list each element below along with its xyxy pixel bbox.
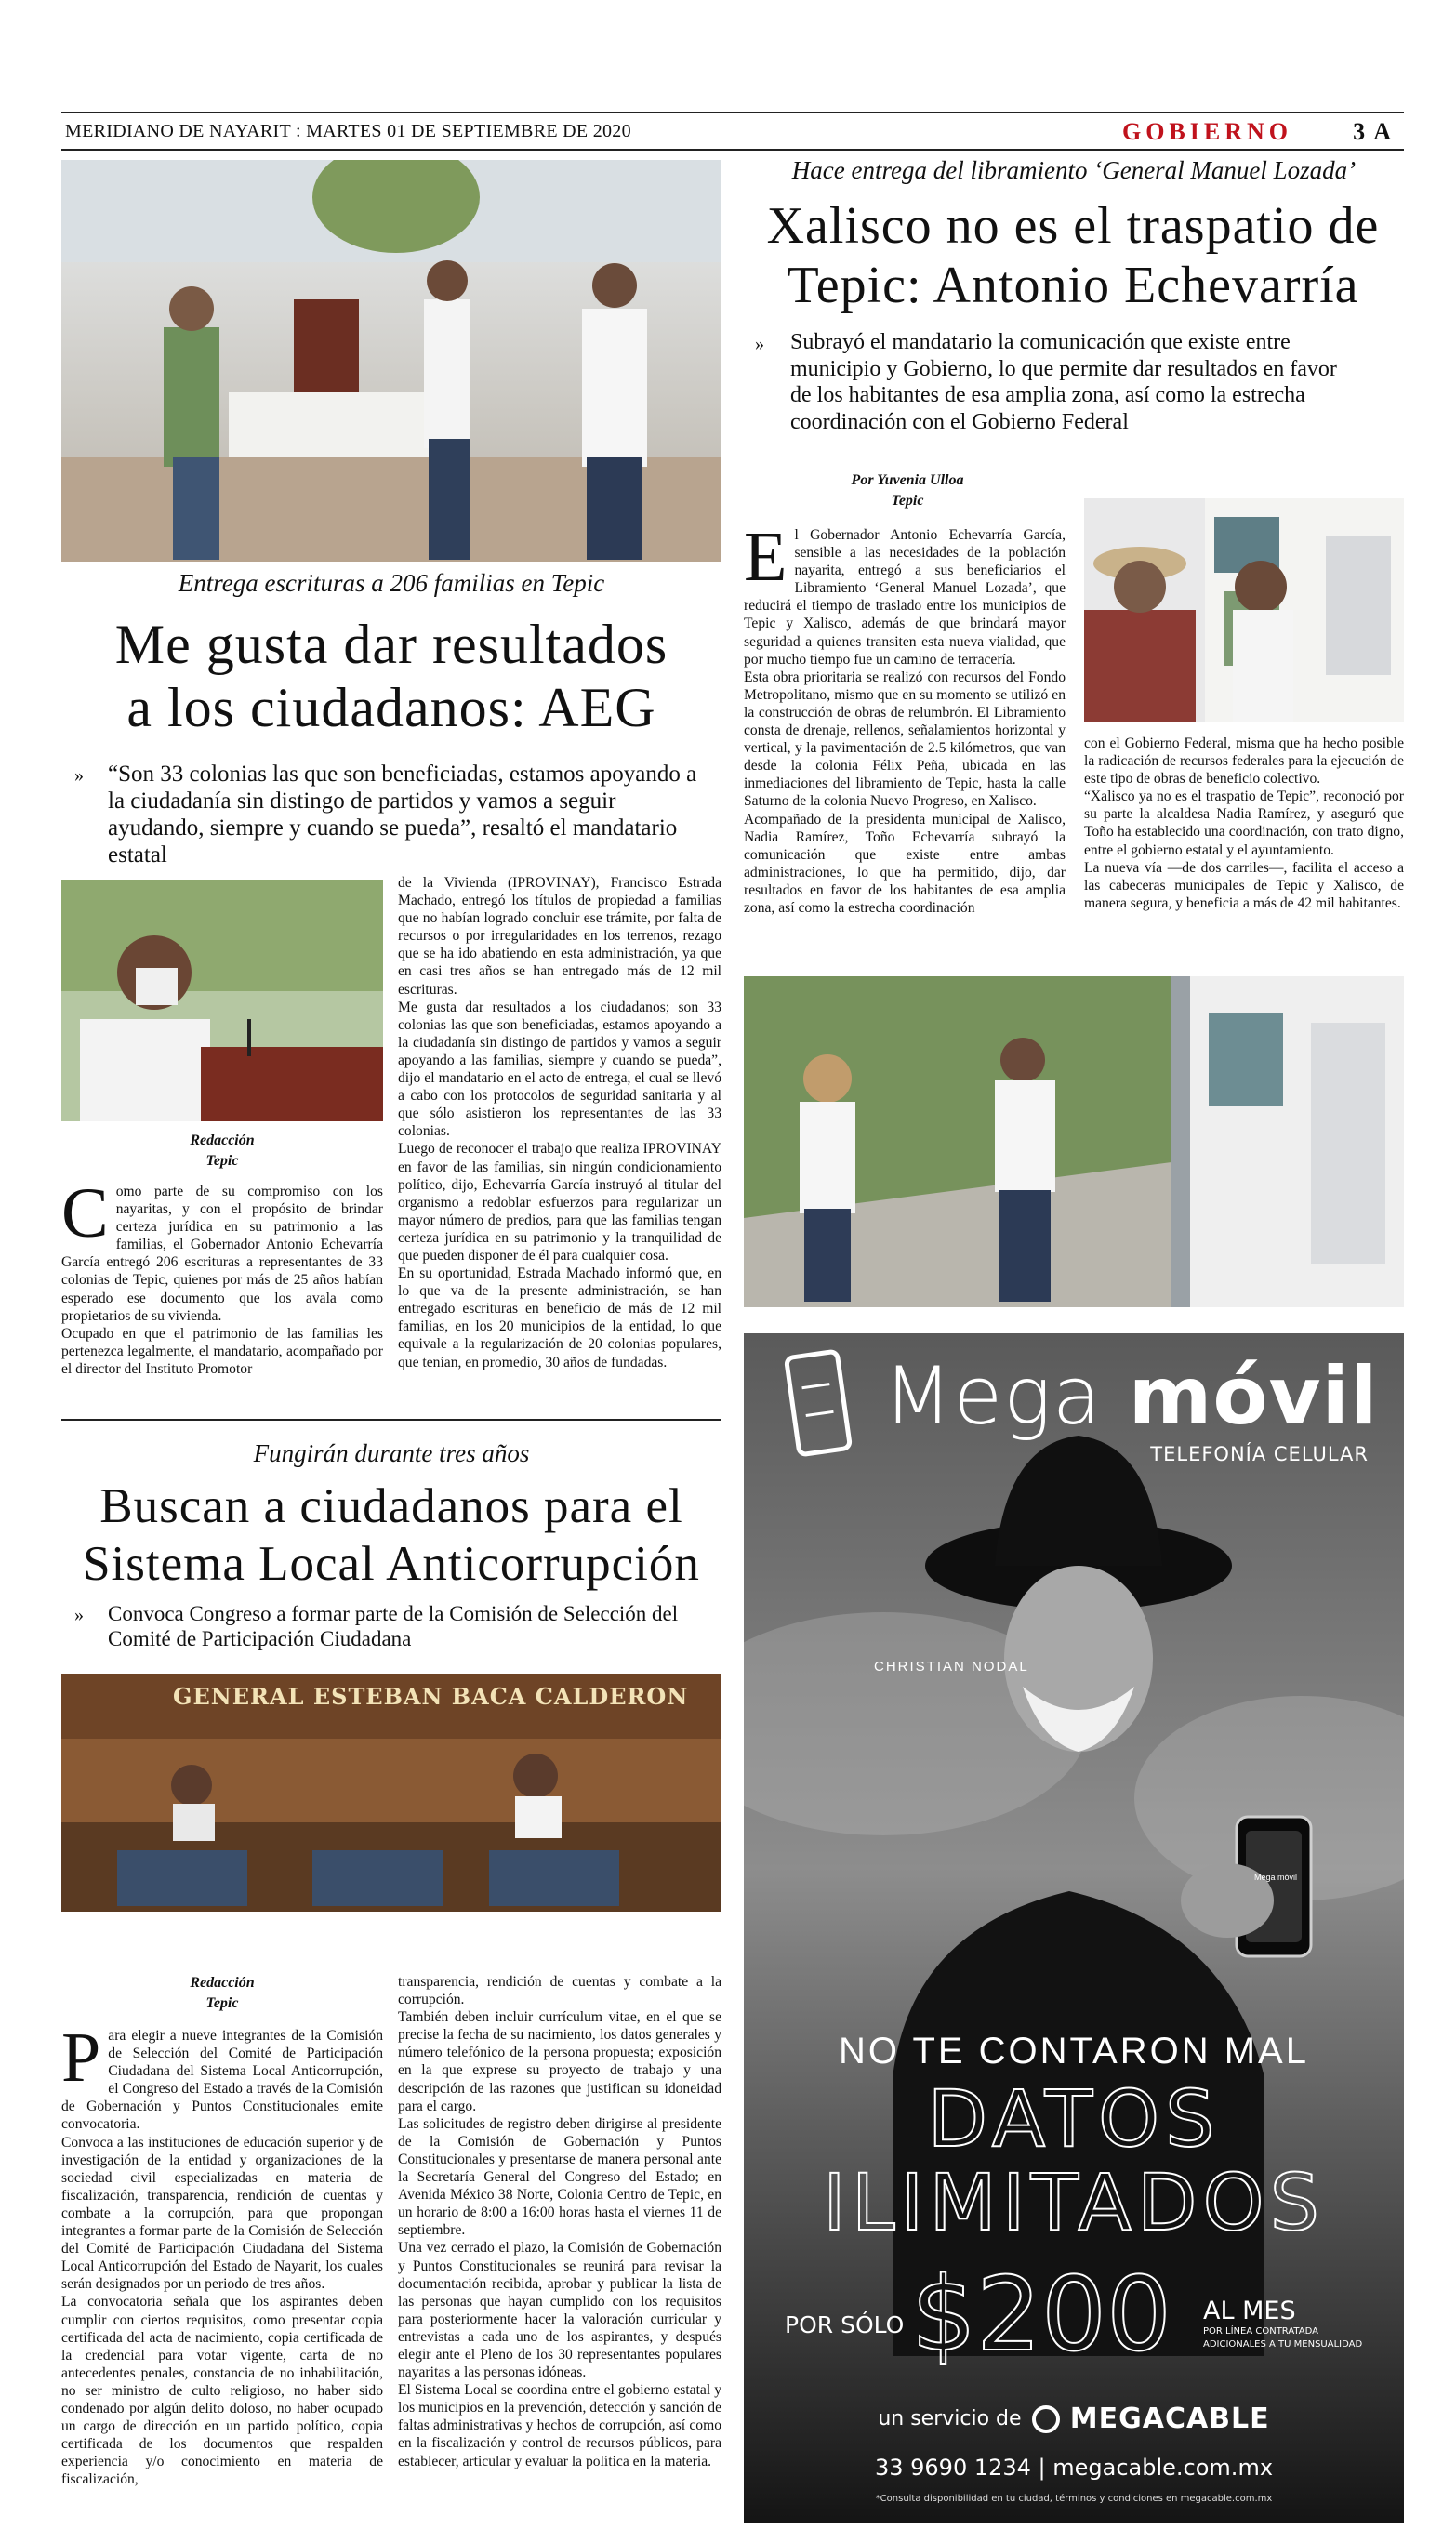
story1-kicker: Hace entrega del libramiento ‘General Manuel Lozada’ bbox=[791, 156, 1357, 184]
story2-byline-city: Tepic bbox=[205, 1153, 239, 1169]
story3-col1-text: ara elegir a nueve integrantes de la Comisión de Selección del Comité de Participación Ciudadana del Sistema Local Anticorrupción, el Congreso del Estado a través de la Comisión de Gobernación y Puntos Constitucionales emite convocatoria. Convoca a las instituciones de educación superior y de investigación de la entidad y organizaciones de la sociedad civil especializadas en materia de fiscalización, transparencia, rendición de cuentas y combate a la corrupción, para que propongan integrantes a formar parte de la Comisión de Selección del Comité de Participación Ciudadana del Sistema Local Anticorrupción del Estado de Nayarit, los cuales serán designados por un periodo de tres años. La convocatoria señala que los aspirantes deben cumplir con ciertos requisitos, como presentar copia certificada del acta de nacimiento, copia certificada de la credencial para votar vigente, carta de no antecedentes penales, constancia de no inhabilitación, no ser ministro de culto religioso, no haber sido condenado por algún delito doloso, no haber ocupado un cargo de dirección en un partido político, copia certificada de los documentos que respalden experiencia y/o conocimiento en materia de fiscalización, bbox=[61, 2028, 383, 2488]
story2-byline bbox=[61, 1131, 383, 1172]
story2-column-2 bbox=[398, 874, 721, 1371]
ad-per-month: AL MES bbox=[1203, 2297, 1296, 2325]
story3-kicker: Fungirán durante tres años bbox=[253, 1439, 530, 1467]
ad-tagline: NO TE CONTARON MAL bbox=[839, 2031, 1309, 2072]
story3-deck-text: Convoca Congreso a formar parte de la Comisión de Selección del Comité de Participación Ciudadana bbox=[108, 1602, 679, 1650]
story3-headline-line1: Buscan a ciudadanos para el bbox=[99, 1479, 683, 1533]
ad-price: $200 bbox=[911, 2255, 1171, 2374]
story2-column-1 bbox=[61, 1174, 383, 1378]
story1-column-2 bbox=[1084, 735, 1404, 912]
megacable-logo-icon bbox=[1032, 2405, 1060, 2433]
photo-road-officials bbox=[1084, 498, 1404, 722]
story1-headline-line1: Xalisco no es el traspatio de bbox=[766, 197, 1380, 255]
story2-drop-cap: C bbox=[61, 1174, 109, 1252]
story3-col2-text: transparencia, rendición de cuentas y combate a la corrupción. También deben incluir currículum vitae, en el que se precise la fecha de su nacimiento, los datos generales y número telefónico de la persona propuesta; exposición en la que exprese su proyecto de trabajo y una descripción de las razones que justifican su idoneidad para el cargo. Las solicitudes de registro deben dirigirse al presidente de la Comisión de Gobernación y Puntos Constitucionales y presentarse de manera personal ante la Secretaría General del Congreso del Estado; en Avenida México 38 Norte, Colonia Centro de Tepic, en un horario de 8:00 a 16:00 horas hasta el viernes 11 de septiembre. Una vez cerrado el plazo, la Comisión de Gobernación y Puntos Constitucionales se reunirá para revisar la documentación recibida, aprobar y publicar la lista de las personas que hayan cumplido con los requisitos para posteriormente hacer la valoración curricular y entrevistas a cada uno de los aspirantes, y después elegir ante el Pleno de los 30 representantes populares nayaritas a las personas idóneas. El Sistema Local se coordina entre el gobierno estatal y los municipios en la prevención, detección y sanción de faltas administrativas y hechos de corrupción, así como en la fiscalización y control de recursos públicos, para establecer, articular y evaluar la política en la materia. bbox=[398, 1974, 721, 2469]
section-divider bbox=[61, 1419, 721, 1421]
story3-byline-city: Tepic bbox=[205, 1995, 239, 2011]
ad-brand-movil: móvil bbox=[1128, 1350, 1379, 1443]
story2-kicker: Entrega escrituras a 206 familias en Tepic bbox=[178, 569, 605, 597]
story3-deck bbox=[74, 1601, 707, 1651]
section-label: GOBIERNO bbox=[1121, 118, 1292, 145]
photo-governor-speech bbox=[61, 880, 383, 1121]
story2-headline-line2: a los ciudadanos: AEG bbox=[126, 677, 656, 738]
ad-brand-mega: Mega bbox=[883, 1350, 1103, 1443]
story1-col2-text: con el Gobierno Federal, misma que ha hecho posible la radicación de recursos federales para la ejecución de este tipo de obras de beneficio colectivo. “Xalisco ya no es el traspatio de Tepic”, reconoció por su parte la alcaldesa Nadia Ramírez, y aseguró que Toño ha establecido una coordinación, con trato digno, entre el gobierno estatal y el ayuntamiento. La nueva vía —de dos carriles—, facilita el acceso a las cabeceras municipales de Tepic y Xalisco, de manera segura, y beneficia a más de 42 mil habitantes. bbox=[1084, 735, 1404, 911]
story3-column-1 bbox=[61, 2019, 383, 2488]
ad-headline-ilimitados: ILIMITADOS bbox=[823, 2157, 1325, 2248]
chevron-bullet-icon: » bbox=[755, 334, 764, 354]
story1-byline bbox=[744, 470, 1071, 511]
story3-headline-line2: Sistema Local Anticorrupción bbox=[83, 1537, 700, 1591]
story2-col2-text: de la Vivienda (IPROVINAY), Francisco Estrada Machado, entregó los títulos de propiedad a familias que no habían logrado concluir ese trámite, por falta de recursos o por irregularidades en los terrenos, rezago que se ha ido abatiendo en esta administración, ya que en casi tres años se han entregado más de 12 mil escrituras. Me gusta dar resultados a los ciudadanos; son 33 colonias las que son beneficiadas, estamos apoyando a la ciudadanía sin distingo de partidos y vamos a seguir apoyando a las familias, siempre y cuando se pueda”, dijo el mandatario en el acto de entrega, el cual se llevó a cabo con los protocolos de seguridad sanitaria y al que sólo asistieron los representantes de las 33 colonias. Luego de reconocer el trabajo que realiza IPROVINAY en favor de las familias, sin ningún condicionamiento político, dijo, Echevarría García instruyó al titular del organismo a redoblar esfuerzos para regularizar un mayor número de predios, para que las familias tengan certeza jurídica en su patrimonio y la tranquilidad de que pueden disponer de él para cualquier cosa. En su oportunidad, Estrada Machado informó que, en lo que va de la presente administración, se han entregado escrituras en beneficio de más de 12 mil familias, en los 20 municipios de la entidad, lo que equivale a la regularización de 20 colonias populares, que tenían, en promedio, 30 años de fundadas. bbox=[398, 875, 721, 1370]
ad-service-line bbox=[744, 2403, 1404, 2435]
chevron-bullet-icon: » bbox=[74, 765, 84, 786]
masthead bbox=[61, 112, 1404, 151]
megamovil-advertisement[interactable] bbox=[744, 1333, 1404, 2523]
photo-deed-ceremony bbox=[61, 160, 721, 562]
ad-artist-name: CHRISTIAN NODAL bbox=[874, 1659, 1029, 1675]
story1-drop-cap: E bbox=[744, 518, 788, 596]
ad-headline-datos: DATOS bbox=[927, 2073, 1221, 2165]
story1-headline-line2: Tepic: Antonio Echevarría bbox=[787, 257, 1359, 314]
ad-fine-print-1: POR LÍNEA CONTRATADA bbox=[1203, 2326, 1318, 2337]
story1-byline-author: Por Yuvenia Ulloa bbox=[851, 472, 964, 488]
story2-deck bbox=[74, 761, 707, 868]
story1-byline-city: Tepic bbox=[891, 493, 924, 509]
story3-column-2 bbox=[398, 1973, 721, 2470]
story1-column-1 bbox=[744, 518, 1066, 917]
photo-road-inauguration bbox=[744, 976, 1404, 1307]
ad-price-label: POR SÓLO bbox=[785, 2311, 905, 2338]
ad-fine-print-2: ADICIONALES A TU MENSUALIDAD bbox=[1203, 2339, 1363, 2350]
story2-byline-author: Redacción bbox=[190, 1132, 255, 1148]
story1-deck bbox=[755, 329, 1350, 435]
story2-headline-line1: Me gusta dar resultados bbox=[114, 614, 668, 675]
story3-byline bbox=[61, 1973, 383, 2014]
photo-wall-sign: GENERAL ESTEBAN BACA CALDERON bbox=[173, 1683, 689, 1710]
ad-phone-brand: Mega móvil bbox=[1253, 1873, 1297, 1882]
story1-col1-text: l Gobernador Antonio Echevarría García, sensible a las necesidades de la población nayarita, entregó a sus beneficiarios el Libramiento ‘General Manuel Lozada’, que reducirá el tiempo de traslado entre los municipios de Tepic y Xalisco, además de que brindará mayor seguridad a quienes transiten esta nueva vialidad, que por mucho tiempo fue un camino de terracería. Esta obra prioritaria se realizó con recursos del Fondo Metropolitano, mismo que en su momento se utilizó en la construcción de obras de relumbrón. El Libramiento consta de drenaje, rellenos, señalamientos horizontal y vertical, y la pavimentación de 2.5 kilómetros, que van desde la colonia Félix Peña, ubicada en las inmediaciones del libramiento de Tepic, hasta la calle Saturno de la colonia Nuevo Progreso, en Xalisco. Acompañado de la presidenta municipal de Xalisco, Nadia Ramírez, Toño Echevarría subrayó la comunicación que existe entre ambas administraciones, lo que ha permitido, dijo, dar resultados en favor de los habitantes de esa amplia zona, así como la estrecha coordinación bbox=[744, 527, 1066, 916]
story2-col1-text: omo parte de su compromiso con los nayaritas, y con el propósito de brindar certeza jurídica en su patrimonio a las familias, el Gobernador Antonio Echevarría García entregó 206 escrituras a representantes de 33 colonias de Tepic, quienes por más de 25 años habían esperado ese documento que los avala como propietarios de su vivienda. Ocupado en que el patrimonio de las familias les pertenezca legalmente, el mandatario, acompañado por el director del Instituto Promotor bbox=[61, 1184, 383, 1377]
ad-subtitle: TELEFONÍA CELULAR bbox=[1150, 1443, 1369, 1465]
story3-drop-cap: P bbox=[61, 2019, 101, 2097]
ad-company: MEGACABLE bbox=[1069, 2403, 1270, 2435]
ad-disclaimer: *Consulta disponibilidad en tu ciudad, términos y condiciones en megacable.com.mx bbox=[875, 2494, 1273, 2504]
masthead-date: MERIDIANO DE NAYARIT : MARTES 01 DE SEPTIEMBRE DE 2020 bbox=[65, 121, 631, 141]
ad-service-text: un servicio de bbox=[878, 2407, 1022, 2430]
story2-deck-text: “Son 33 colonias las que son beneficiadas, estamos apoyando a la ciudadanía sin distingo de partidos y vamos a seguir ayudando, siempre y cuando se pueda”, resaltó el mandatario estatal bbox=[108, 761, 697, 867]
story3-byline-author: Redacción bbox=[190, 1975, 255, 1991]
ad-contact[interactable]: 33 9690 1234 | megacable.com.mx bbox=[874, 2455, 1274, 2481]
chevron-bullet-icon: » bbox=[74, 1605, 84, 1625]
photo-congress-session bbox=[61, 1674, 721, 1912]
ad-brand bbox=[883, 1350, 1378, 1443]
story1-deck-text: Subrayó el mandatario la comunicación que existe entre municipio y Gobierno, lo que permite dar resultados en favor de los habitantes de esa amplia zona, así como la estrecha coordinación con el Gobierno Federal bbox=[790, 330, 1337, 434]
page-number: 3 A bbox=[1353, 118, 1393, 145]
